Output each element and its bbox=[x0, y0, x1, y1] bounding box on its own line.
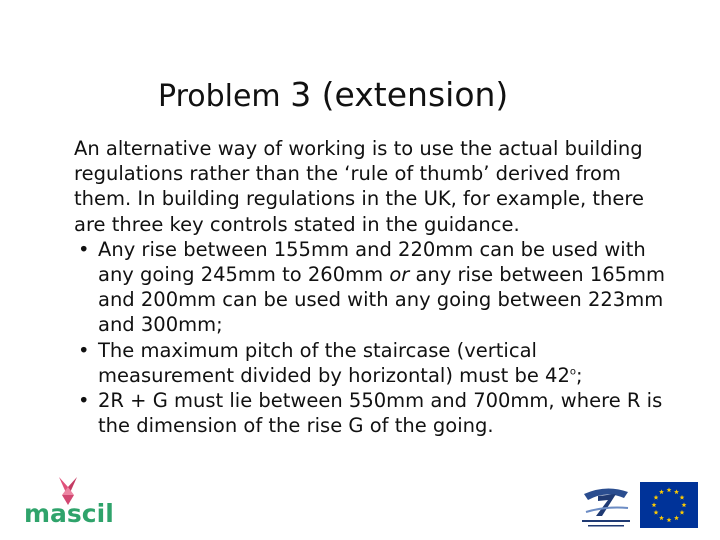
fp7-emblem-icon bbox=[582, 488, 630, 526]
eu-flag-icon bbox=[640, 482, 698, 528]
fp7-logo bbox=[578, 482, 634, 530]
slide-title bbox=[158, 70, 578, 122]
bullet-icon: • bbox=[78, 237, 90, 261]
bullet-icon: • bbox=[78, 338, 90, 362]
bullet-item-formula bbox=[74, 388, 674, 438]
title-prefix: Problem bbox=[158, 79, 291, 114]
title-suffix: (extension) bbox=[311, 75, 509, 114]
slide-body bbox=[74, 136, 674, 438]
mascil-wordmark: mascil bbox=[24, 499, 114, 527]
bullet-text: 2R + G must lie between 550mm and 700mm, where R is the dimension of the rise G of the going. bbox=[98, 389, 663, 438]
mascil-logo bbox=[22, 475, 122, 527]
intro-paragraph: An alternative way of working is to use the actual building regulations rather than the ‘rule of thumb’ derived from them. In building regulations in the UK, for example, there are three key controls stated in the guidance. bbox=[74, 137, 644, 236]
bullet-tail: ; bbox=[576, 363, 583, 387]
title-number: 3 bbox=[290, 75, 312, 114]
bullet-text-cont: any rise between 165mm and 200mm can be used with any going between 223mm and 300mm; bbox=[98, 263, 666, 337]
degree-mark: o bbox=[569, 366, 577, 378]
bullet-item-rise-going bbox=[74, 237, 674, 338]
bullet-icon: • bbox=[78, 389, 90, 413]
bullet-text: Any rise between 155mm and 220mm can be used with any going 245mm to 260mm bbox=[98, 237, 646, 287]
bullet-text: The maximum pitch of the staircase (vertical measurement divided by horizontal) must be 42 bbox=[98, 338, 570, 387]
bullet-item-pitch bbox=[74, 338, 674, 388]
bullet-list bbox=[74, 237, 674, 439]
bullet-italic: or bbox=[389, 263, 410, 287]
